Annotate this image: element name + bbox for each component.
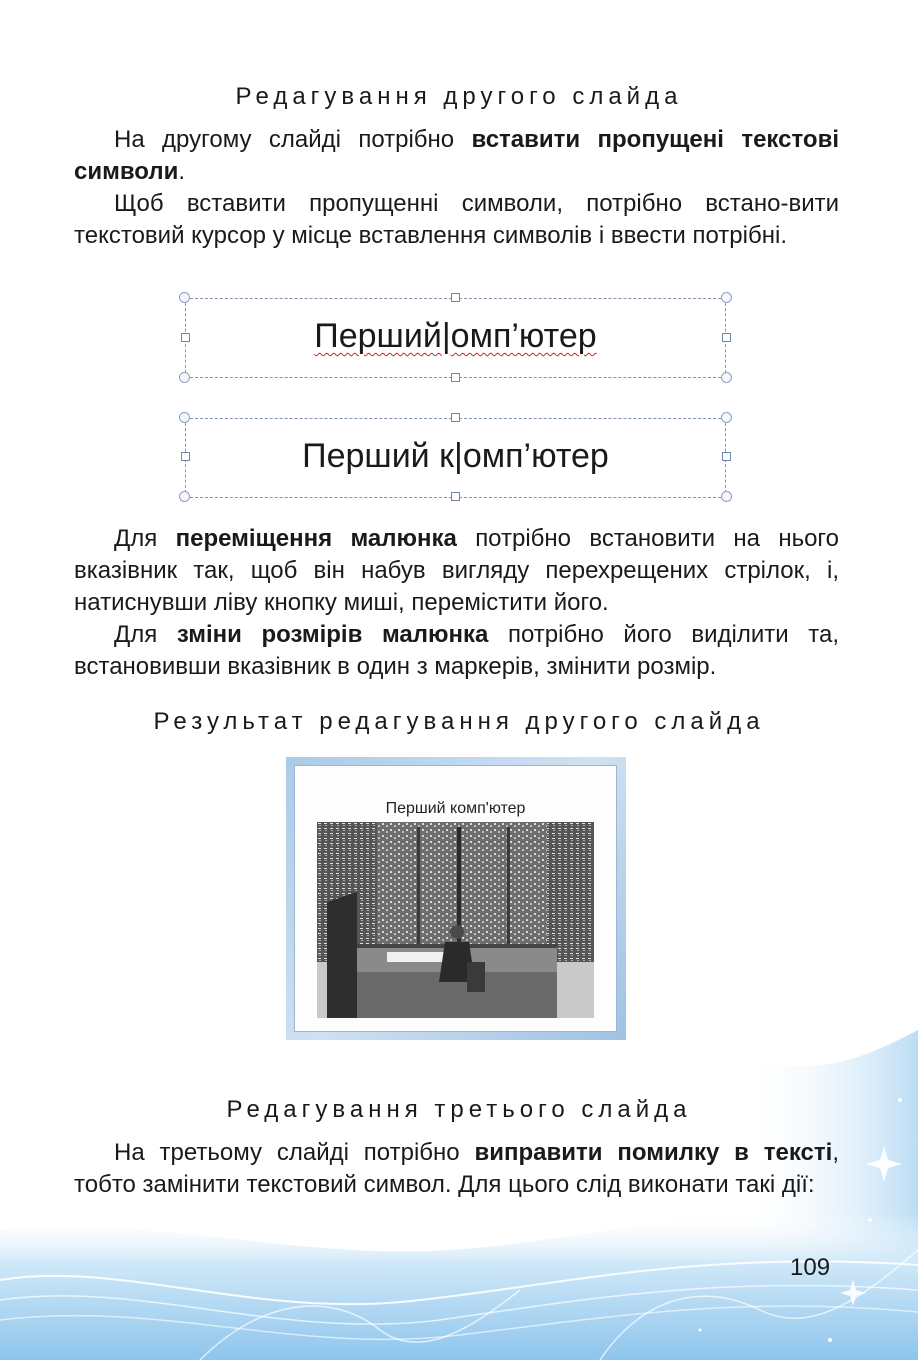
paragraph-text: Для <box>114 621 177 648</box>
resize-handle-bottom-right[interactable] <box>721 372 732 383</box>
resize-handle-bottom-right[interactable] <box>721 491 732 502</box>
resize-handle-top[interactable] <box>451 413 460 422</box>
resize-handle-top-right[interactable] <box>721 292 732 303</box>
text-cursor: | <box>441 317 451 355</box>
resize-handle-right[interactable] <box>722 333 731 342</box>
spellcheck-word: омп’ютер <box>450 317 597 355</box>
resize-handle-top-right[interactable] <box>721 412 732 423</box>
resize-handle-right[interactable] <box>722 452 731 461</box>
paragraph-text: потрібно його виділити та, встановивши вказівник в один з маркерів, змінити розмір. <box>74 621 840 680</box>
slide-preview-frame <box>286 757 626 1040</box>
page-number: 109 <box>790 1254 831 1281</box>
computer-room-photo <box>317 822 594 1018</box>
resize-handle-bottom-left[interactable] <box>179 372 190 383</box>
paragraph-insert-symbols <box>74 124 839 188</box>
slide-title: Перший комп'ютер <box>385 800 526 817</box>
resize-handle-left[interactable] <box>181 452 190 461</box>
example-textbox-before <box>185 298 726 378</box>
paragraph-text: На третьому слайді потрібно <box>114 1139 475 1166</box>
emphasis-text: зміни розмірів малюнка <box>176 621 489 648</box>
section-heading-result-second-slide: Результат редагування другого слайда <box>153 708 765 735</box>
resize-handle-top-left[interactable] <box>179 412 190 423</box>
paragraph-text: Для <box>114 525 176 552</box>
resize-handle-bottom[interactable] <box>451 373 460 382</box>
resize-handle-top-left[interactable] <box>179 292 190 303</box>
section-heading-edit-third-slide: Редагування третього слайда <box>226 1096 692 1123</box>
emphasis-text: виправити помилку в тексті <box>474 1139 833 1166</box>
resize-handle-bottom[interactable] <box>451 492 460 501</box>
section-heading-edit-second-slide: Редагування другого слайда <box>235 83 683 110</box>
spellcheck-word: Перший <box>314 317 442 355</box>
resize-handle-bottom-left[interactable] <box>179 491 190 502</box>
paragraph-cursor-instructions: Щоб вставити пропущенні символи, потрібно встано-вити текстовий курсор у місце вставлення символів і ввести потрібні. <box>74 190 839 249</box>
paragraph-text: , тобто замінити текстовий символ. Для цього слід виконати такі дії: <box>74 1139 839 1198</box>
textbox-content: Перший к|омп’ютер <box>302 437 609 475</box>
paragraph-text: . <box>178 158 186 185</box>
resize-handle-left[interactable] <box>181 333 190 342</box>
emphasis-text: вставити пропущені текстові символи <box>74 126 839 185</box>
paragraph-text: потрібно встановити на нього вказівник так, щоб він набув вигляду перехрещених стрілок, і, натиснувши ліву кнопку миші, перемістити його. <box>74 525 840 616</box>
paragraph-resize-picture <box>74 619 839 683</box>
paragraph-fix-error <box>74 1137 839 1201</box>
resize-handle-top[interactable] <box>451 293 460 302</box>
example-textbox-after <box>185 418 726 498</box>
paragraph-text: На другому слайді потрібно <box>114 126 472 153</box>
textbox-content <box>186 317 725 356</box>
paragraph-move-picture <box>74 523 839 619</box>
emphasis-text: переміщення малюнка <box>175 525 457 552</box>
slide-preview <box>294 765 617 1032</box>
